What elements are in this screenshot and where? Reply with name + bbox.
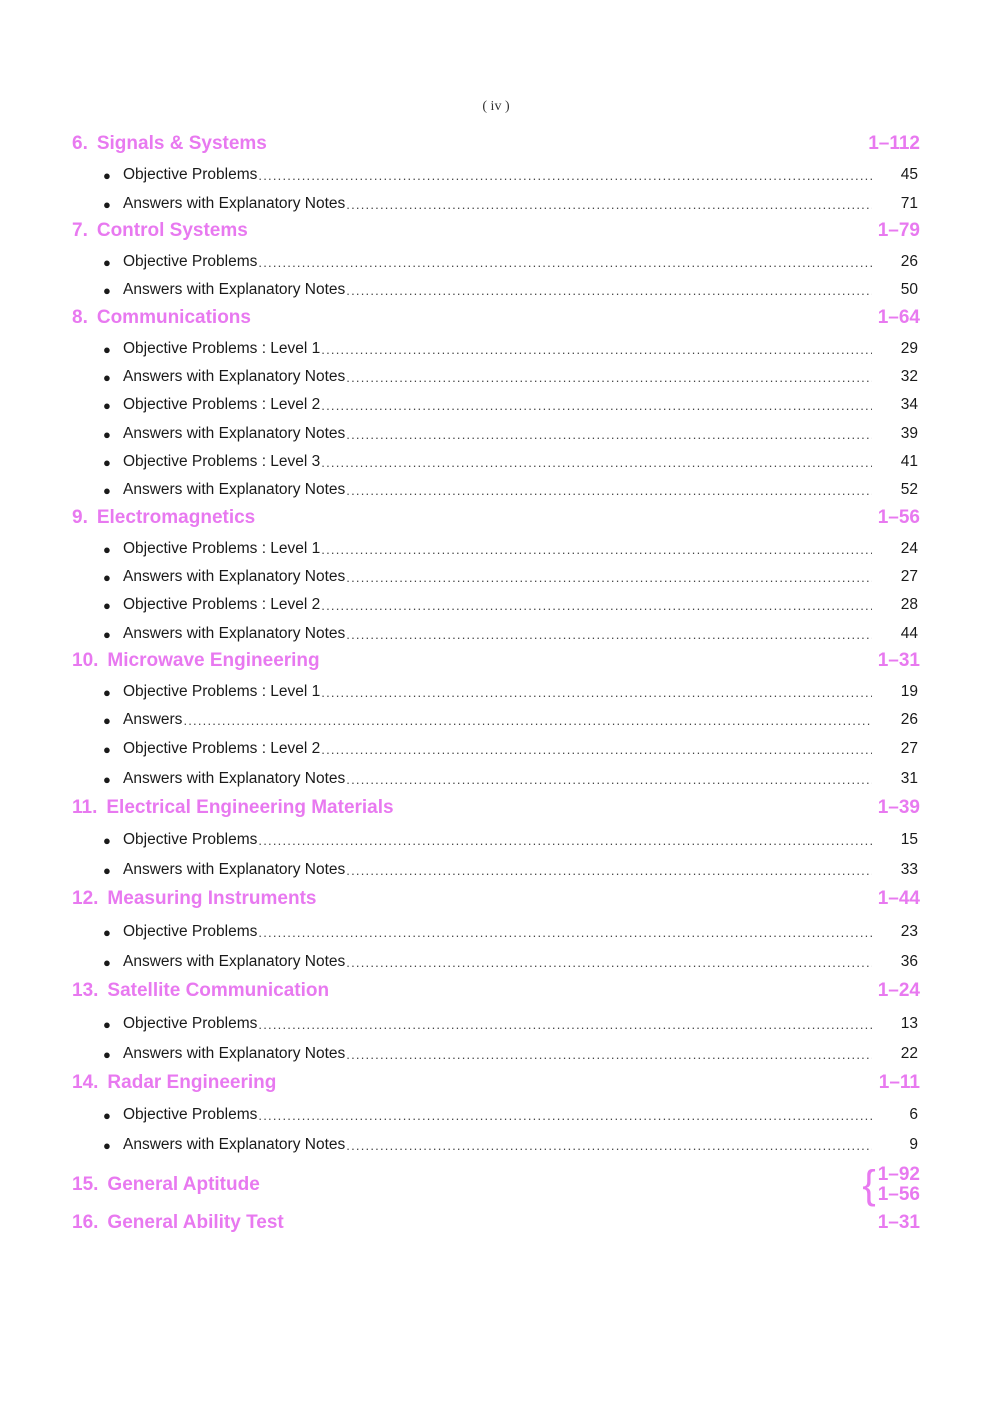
entry-label: Answers with Explanatory Notes [123, 1045, 346, 1062]
entry-label: Objective Problems [123, 923, 258, 940]
toc-entry[interactable] [103, 709, 918, 731]
toc-entry[interactable] [103, 951, 918, 973]
entry-label: Objective Problems [123, 166, 258, 183]
toc-entry[interactable] [103, 829, 918, 851]
brace-icon: { [862, 1163, 876, 1207]
bullet-icon: ● [103, 771, 111, 787]
bullet-icon: ● [103, 541, 111, 557]
entry-label: Objective Problems : Level 2 [123, 740, 321, 757]
chapter-pages: 1–31 [877, 1212, 920, 1233]
toc-entry[interactable] [103, 859, 918, 881]
bullet-icon: ● [103, 196, 111, 212]
leader-dots [346, 197, 872, 212]
leader-dots [346, 627, 872, 642]
leader-dots [346, 483, 872, 498]
toc-entry[interactable] [103, 279, 918, 301]
entry-page: 27 [900, 568, 918, 585]
chapter-number: 8. [72, 307, 88, 328]
entry-label: Objective Problems [123, 253, 258, 270]
bullet-icon: ● [103, 1107, 111, 1123]
chapter-number: 14. [72, 1072, 99, 1093]
toc-entry[interactable] [103, 251, 918, 273]
bullet-icon: ● [103, 569, 111, 585]
entry-label: Answers with Explanatory Notes [123, 1136, 346, 1153]
toc-entry[interactable] [103, 1134, 918, 1156]
bullet-icon: ● [103, 954, 111, 970]
leader-dots [321, 398, 872, 413]
entry-label: Answers with Explanatory Notes [123, 770, 346, 787]
leader-dots [346, 772, 872, 787]
chapter-pages: 1–112 [868, 133, 920, 154]
leader-dots [321, 685, 872, 700]
entry-label: Answers with Explanatory Notes [123, 481, 346, 498]
entry-label: Objective Problems [123, 831, 258, 848]
bullet-icon: ● [103, 369, 111, 385]
entry-page: 26 [900, 711, 918, 728]
leader-dots [346, 955, 872, 970]
bullet-icon: ● [103, 397, 111, 413]
entry-page: 71 [900, 195, 918, 212]
bullet-icon: ● [103, 1046, 111, 1062]
entry-label: Objective Problems : Level 1 [123, 683, 321, 700]
chapter-heading[interactable] [72, 131, 920, 157]
entry-page: 22 [900, 1045, 918, 1062]
chapter-pages: 1–11 [878, 1072, 920, 1093]
leader-dots [258, 1108, 872, 1123]
entry-page: 9 [909, 1136, 918, 1153]
entry-page: 29 [900, 340, 918, 357]
chapter-heading[interactable] [72, 1070, 920, 1096]
chapter-pages: 1–44 [877, 888, 920, 909]
chapter-heading[interactable] [72, 795, 920, 821]
entry-page: 36 [900, 953, 918, 970]
entry-page: 32 [900, 368, 918, 385]
leader-dots [321, 342, 872, 357]
bullet-icon: ● [103, 426, 111, 442]
entry-label: Answers with Explanatory Notes [123, 625, 346, 642]
page-number: ( iv ) [482, 99, 510, 114]
bullet-icon: ● [103, 626, 111, 642]
entry-page: 27 [900, 740, 918, 757]
entry-page: 15 [900, 831, 918, 848]
entry-page: 13 [900, 1015, 918, 1032]
toc-entry[interactable] [103, 921, 918, 943]
entry-label: Answers [123, 711, 183, 728]
entry-label: Objective Problems : Level 1 [123, 340, 321, 357]
chapter-pages: 1–56 [877, 1184, 920, 1205]
bullet-icon: ● [103, 832, 111, 848]
entry-page: 24 [900, 540, 918, 557]
entry-label: Answers with Explanatory Notes [123, 568, 346, 585]
toc-entry[interactable] [103, 394, 918, 416]
toc-entry[interactable] [103, 451, 918, 473]
entry-page: 28 [900, 596, 918, 613]
toc-entry[interactable] [103, 538, 918, 560]
entry-page: 44 [900, 625, 918, 642]
entry-label: Answers with Explanatory Notes [123, 368, 346, 385]
entry-page: 45 [900, 166, 918, 183]
toc-entry[interactable] [103, 594, 918, 616]
toc-entry[interactable] [103, 1104, 918, 1126]
toc-entry[interactable] [103, 768, 918, 790]
bullet-icon: ● [103, 684, 111, 700]
leader-dots [258, 925, 872, 940]
entry-page: 31 [900, 770, 918, 787]
leader-dots [321, 455, 872, 470]
chapter-title: Electromagnetics [96, 507, 256, 528]
leader-dots [258, 1017, 872, 1032]
chapter-pages: 1–64 [877, 307, 920, 328]
chapter-title: Measuring Instruments [107, 888, 317, 909]
bullet-icon: ● [103, 482, 111, 498]
entry-label: Objective Problems : Level 2 [123, 596, 321, 613]
chapter-heading[interactable] [72, 505, 920, 531]
chapter-title: Electrical Engineering Materials [106, 797, 394, 818]
chapter-title: Signals & Systems [96, 133, 267, 154]
toc-entry[interactable] [103, 1013, 918, 1035]
entry-label: Objective Problems : Level 2 [123, 396, 321, 413]
toc-entry[interactable] [103, 193, 918, 215]
leader-dots [321, 542, 872, 557]
chapter-heading[interactable] [72, 1163, 920, 1207]
entry-label: Objective Problems : Level 1 [123, 540, 321, 557]
entry-label: Answers with Explanatory Notes [123, 861, 346, 878]
bullet-icon: ● [103, 712, 111, 728]
bullet-icon: ● [103, 1137, 111, 1153]
bullet-icon: ● [103, 924, 111, 940]
chapter-title: Communications [96, 307, 251, 328]
entry-page: 6 [909, 1106, 918, 1123]
entry-page: 39 [900, 425, 918, 442]
toc-entry[interactable] [103, 164, 918, 186]
toc-entry[interactable] [103, 566, 918, 588]
entry-label: Answers with Explanatory Notes [123, 281, 346, 298]
leader-dots [346, 1138, 872, 1153]
entry-page: 23 [900, 923, 918, 940]
chapter-title: Satellite Communication [107, 980, 330, 1001]
toc-entry[interactable] [103, 1043, 918, 1065]
chapter-heading[interactable] [72, 1210, 920, 1236]
chapter-pages-group [862, 1165, 920, 1205]
entry-page: 33 [900, 861, 918, 878]
bullet-icon: ● [103, 741, 111, 757]
entry-page: 26 [900, 253, 918, 270]
entry-label: Objective Problems : Level 3 [123, 453, 321, 470]
chapter-pages: 1–24 [877, 980, 920, 1001]
leader-dots [258, 255, 872, 270]
toc-entry[interactable] [103, 479, 918, 501]
chapter-title: Microwave Engineering [107, 650, 320, 671]
leader-dots [258, 833, 872, 848]
entry-page: 41 [900, 453, 918, 470]
leader-dots [346, 570, 872, 585]
entry-page: 34 [900, 396, 918, 413]
entry-label: Answers with Explanatory Notes [123, 195, 346, 212]
leader-dots [346, 427, 872, 442]
chapter-title: General Aptitude [107, 1174, 260, 1195]
leader-dots [321, 742, 872, 757]
leader-dots [321, 598, 872, 613]
chapter-number: 10. [72, 650, 99, 671]
chapter-heading[interactable] [72, 978, 920, 1004]
bullet-icon: ● [103, 341, 111, 357]
chapter-heading[interactable] [72, 886, 920, 912]
chapter-pages: 1–31 [877, 650, 920, 671]
entry-label: Answers with Explanatory Notes [123, 425, 346, 442]
toc-entry[interactable] [103, 738, 918, 760]
entry-page: 19 [900, 683, 918, 700]
chapter-number: 12. [72, 888, 99, 909]
chapter-title: Control Systems [96, 220, 248, 241]
bullet-icon: ● [103, 597, 111, 613]
bullet-icon: ● [103, 1016, 111, 1032]
leader-dots [346, 283, 872, 298]
chapter-number: 11. [72, 797, 98, 818]
chapter-pages: 1–56 [877, 507, 920, 528]
chapter-title: General Ability Test [107, 1212, 284, 1233]
chapter-number: 15. [72, 1174, 99, 1195]
leader-dots [183, 713, 872, 728]
chapter-pages: 1–79 [877, 220, 920, 241]
bullet-icon: ● [103, 862, 111, 878]
leader-dots [258, 168, 872, 183]
entry-label: Objective Problems [123, 1106, 258, 1123]
chapter-number: 6. [72, 133, 88, 154]
chapter-number: 16. [72, 1212, 99, 1233]
chapter-pages: 1–39 [877, 797, 920, 818]
chapter-heading[interactable] [72, 648, 920, 674]
leader-dots [346, 863, 872, 878]
toc-entry[interactable] [103, 681, 918, 703]
toc-entry[interactable] [103, 366, 918, 388]
leader-dots [346, 370, 872, 385]
bullet-icon: ● [103, 282, 111, 298]
leader-dots [346, 1047, 872, 1062]
chapter-heading[interactable] [72, 218, 920, 244]
toc-entry[interactable] [103, 338, 918, 360]
bullet-icon: ● [103, 254, 111, 270]
entry-page: 52 [900, 481, 918, 498]
entry-label: Answers with Explanatory Notes [123, 953, 346, 970]
chapter-number: 7. [72, 220, 88, 241]
entry-label: Objective Problems [123, 1015, 258, 1032]
toc-entry[interactable] [103, 623, 918, 645]
bullet-icon: ● [103, 454, 111, 470]
chapter-title: Radar Engineering [107, 1072, 277, 1093]
chapter-pages: 1–92 [877, 1164, 920, 1185]
bullet-icon: ● [103, 167, 111, 183]
chapter-number: 13. [72, 980, 99, 1001]
toc-entry[interactable] [103, 423, 918, 445]
chapter-number: 9. [72, 507, 88, 528]
chapter-heading[interactable] [72, 305, 920, 331]
entry-page: 50 [900, 281, 918, 298]
